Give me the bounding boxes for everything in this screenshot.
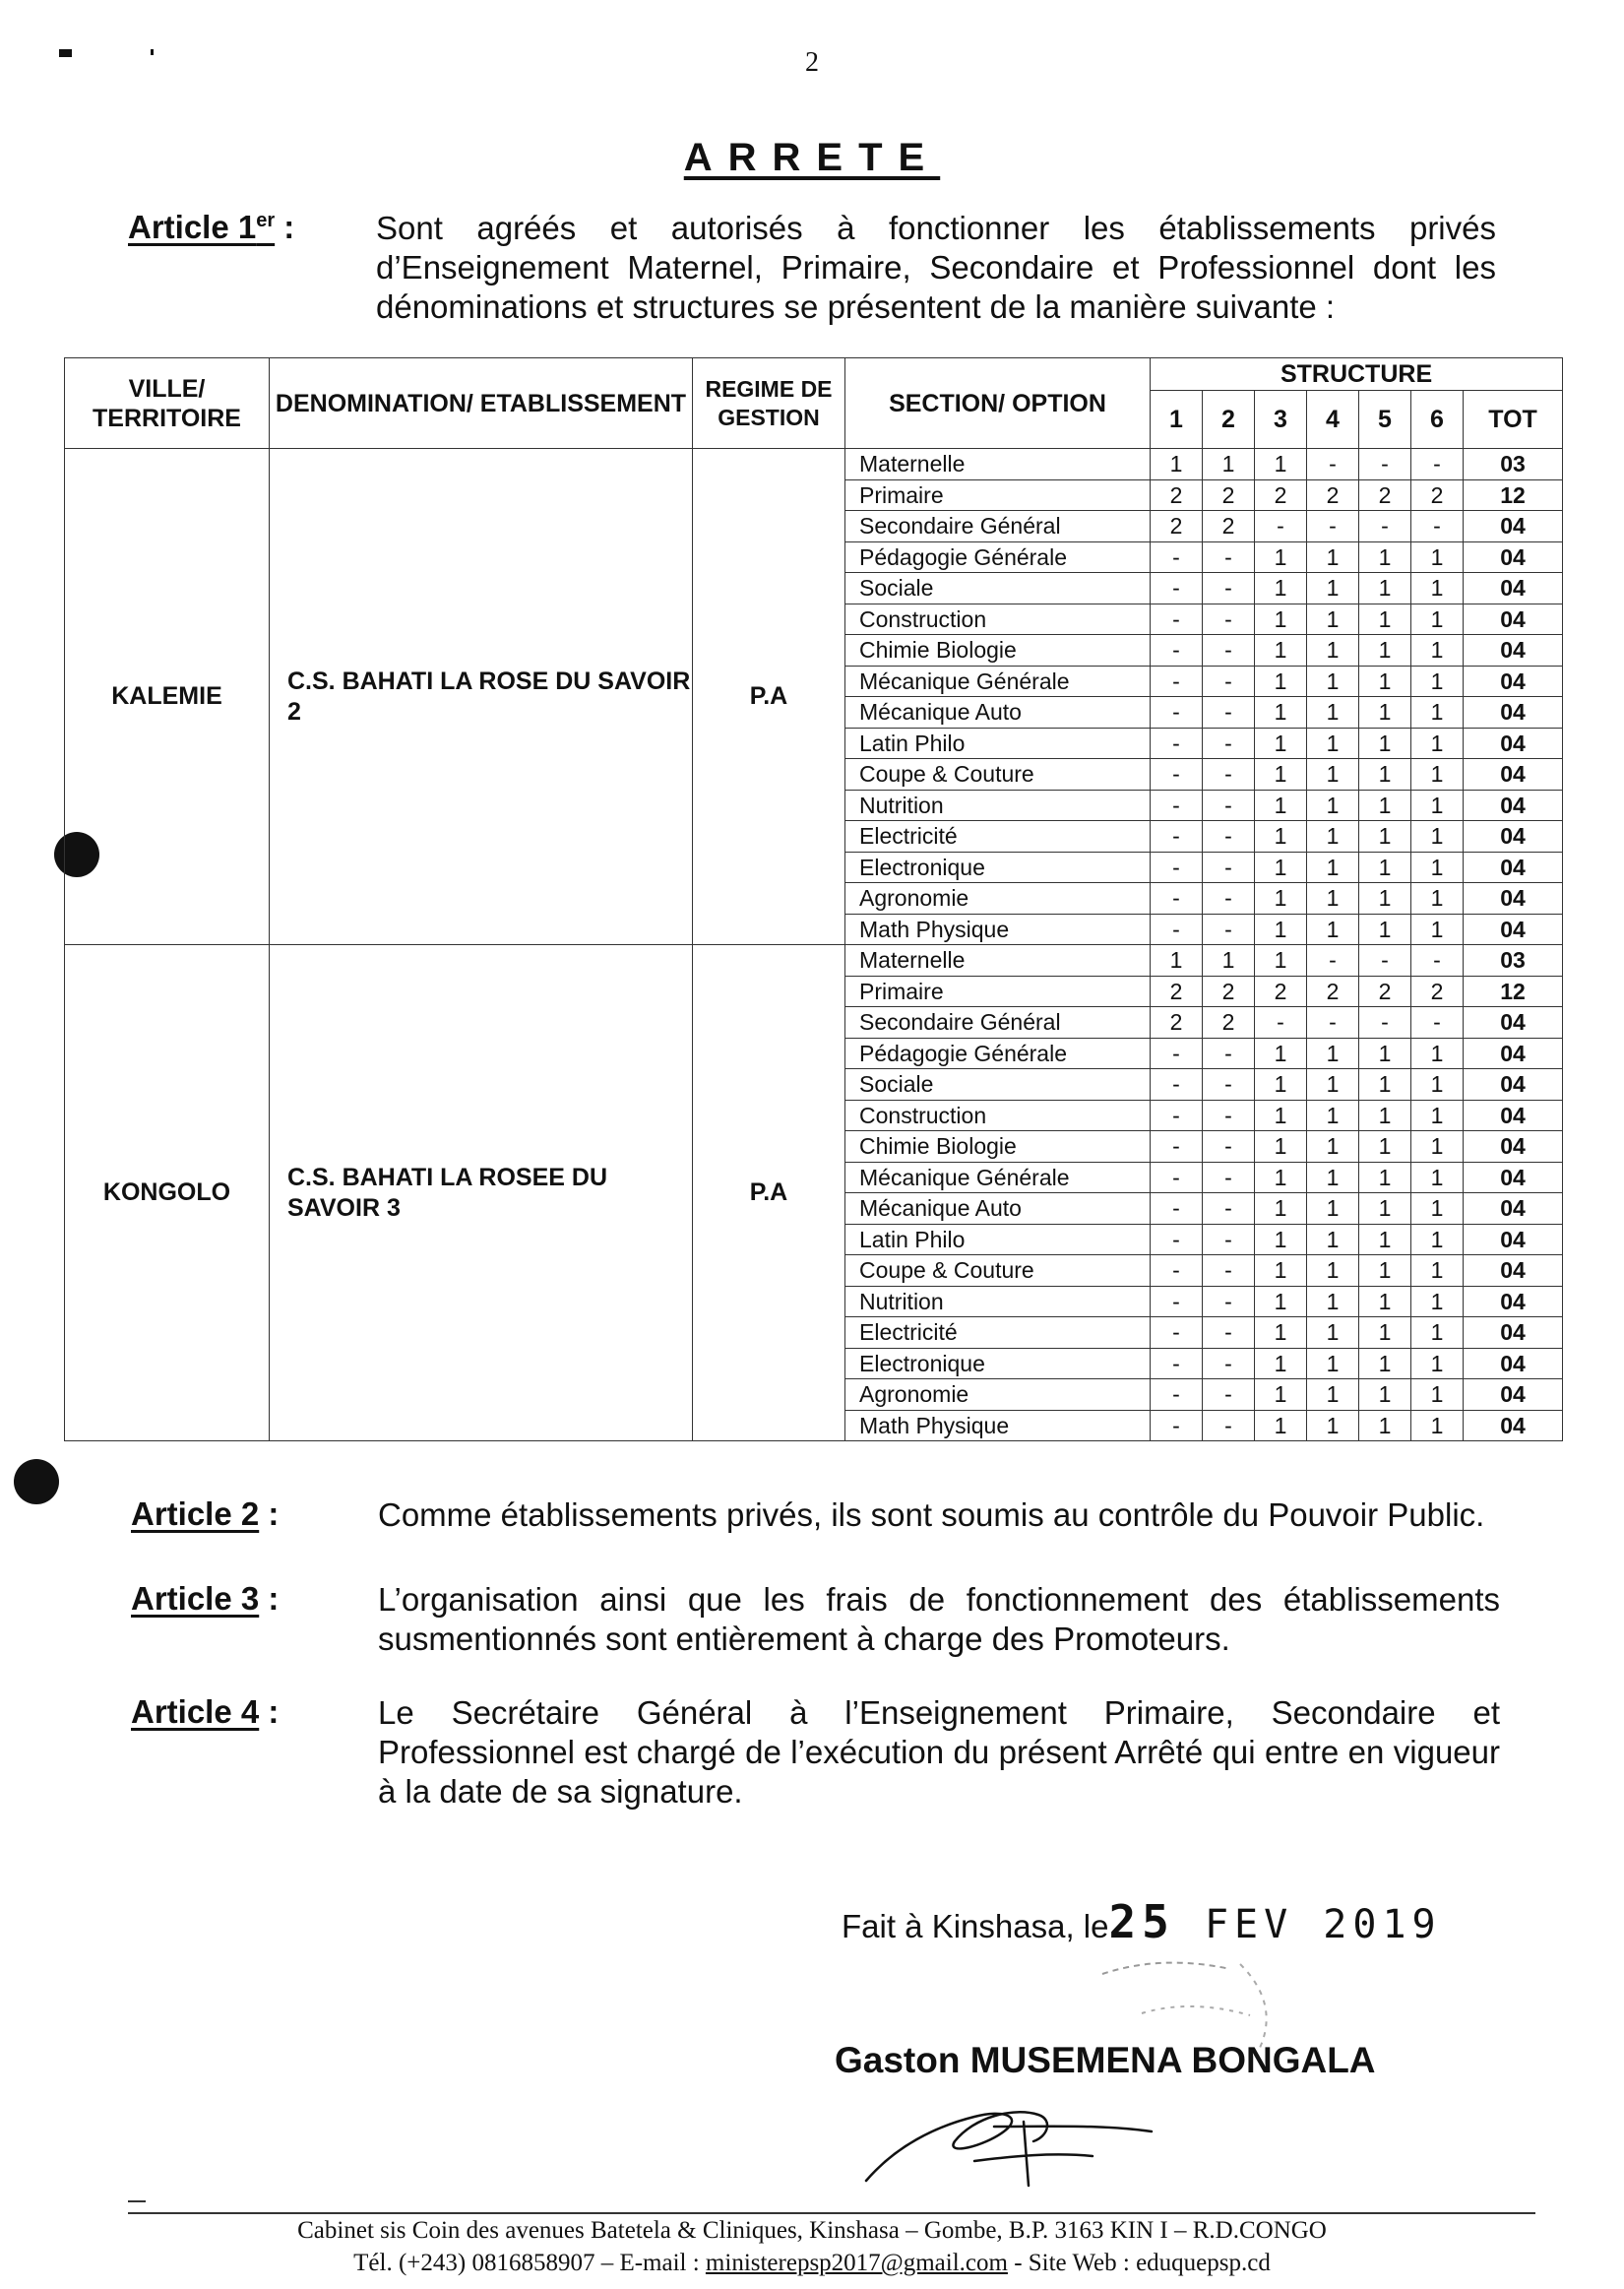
structure-cell: 1 [1359,1038,1411,1069]
structure-cell: - [1203,697,1255,729]
structure-cell: 1 [1255,635,1307,667]
structure-cell: 1 [1359,1286,1411,1317]
structure-cell: - [1203,1410,1255,1441]
total-cell: 03 [1464,449,1563,480]
structure-cell: 2 [1151,976,1203,1007]
section-cell: Latin Philo [845,728,1151,759]
structure-cell: 1 [1255,1193,1307,1225]
total-cell: 04 [1464,541,1563,573]
section-cell: Primaire [845,479,1151,511]
closing-place-date: Fait à Kinshasa, le25 FEV 2019 [842,1895,1442,1948]
structure-cell: 1 [1255,573,1307,604]
section-cell: Coupe & Couture [845,759,1151,791]
structure-cell: 1 [1307,759,1359,791]
structure-cell: 1 [1411,666,1464,697]
structure-cell: - [1203,1131,1255,1163]
structure-cell: 1 [1411,635,1464,667]
structure-cell: - [1255,511,1307,542]
section-cell: Nutrition [845,790,1151,821]
structure-cell: - [1203,1255,1255,1287]
structure-cell: 2 [1151,511,1203,542]
structure-cell: 1 [1411,1100,1464,1131]
structure-cell: - [1255,1007,1307,1039]
section-cell: Electricité [845,821,1151,853]
section-cell: Primaire [845,976,1151,1007]
structure-cell: 1 [1359,1348,1411,1379]
structure-cell: 2 [1203,479,1255,511]
structure-cell: - [1203,728,1255,759]
structure-cell: 1 [1411,914,1464,945]
structure-cell: - [1411,945,1464,977]
structure-cell: 1 [1255,821,1307,853]
structure-cell: 1 [1411,790,1464,821]
structure-cell: 2 [1411,479,1464,511]
structure-cell: 1 [1359,759,1411,791]
structure-cell: 2 [1255,479,1307,511]
section-cell: Sociale [845,1069,1151,1101]
structure-cell: 1 [1255,666,1307,697]
structure-cell: - [1151,604,1203,635]
structure-cell: 1 [1255,728,1307,759]
regime-cell: P.A [693,945,845,1441]
section-cell: Math Physique [845,914,1151,945]
structure-cell: - [1151,635,1203,667]
structure-cell: - [1203,1224,1255,1255]
header-col-6: 6 [1411,391,1464,449]
section-cell: Agronomie [845,1379,1151,1411]
structure-cell: 1 [1411,1255,1464,1287]
structure-cell: 2 [1151,1007,1203,1039]
hole-punch-mark [14,1459,59,1504]
structure-cell: - [1203,852,1255,883]
structure-cell: 2 [1151,479,1203,511]
structure-cell: 1 [1411,1348,1464,1379]
structure-cell: 1 [1255,1100,1307,1131]
total-cell: 03 [1464,945,1563,977]
structure-cell: 1 [1255,945,1307,977]
ville-cell: KONGOLO [65,945,270,1441]
header-col-4: 4 [1307,391,1359,449]
structure-cell: 1 [1307,821,1359,853]
footer-address: Cabinet sis Coin des avenues Batetela & Cliniques, Kinshasa – Gombe, B.P. 3163 KIN I – R.D.CONGO [297,2217,1327,2244]
structure-cell: - [1151,1286,1203,1317]
structure-cell: - [1151,1069,1203,1101]
section-cell: Chimie Biologie [845,635,1151,667]
structure-cell: 1 [1307,1162,1359,1193]
total-cell: 04 [1464,1038,1563,1069]
structure-cell: - [1203,1286,1255,1317]
structure-cell: 1 [1411,573,1464,604]
structure-cell: 1 [1359,573,1411,604]
structure-cell: - [1203,573,1255,604]
footer-rule [128,2212,1535,2214]
structure-cell: 1 [1359,1100,1411,1131]
page-number: 2 [805,47,819,78]
structure-cell: 1 [1411,1410,1464,1441]
structure-cell: - [1203,1069,1255,1101]
structure-cell: 1 [1307,852,1359,883]
header-col-tot: TOT [1464,391,1563,449]
structure-cell: 1 [1203,945,1255,977]
total-cell: 04 [1464,573,1563,604]
structure-cell: - [1411,449,1464,480]
structure-cell: 2 [1411,976,1464,1007]
section-cell: Electronique [845,852,1151,883]
structure-cell: 1 [1307,1379,1359,1411]
section-cell: Electricité [845,1317,1151,1349]
structure-cell: 1 [1411,697,1464,729]
section-cell: Chimie Biologie [845,1131,1151,1163]
section-cell: Latin Philo [845,1224,1151,1255]
structure-cell: 1 [1411,1038,1464,1069]
footer-email-link[interactable]: ministerepsp2017@gmail.com [705,2250,1008,2276]
structure-cell: - [1151,759,1203,791]
ville-cell: KALEMIE [65,449,270,945]
structure-cell: 1 [1359,1379,1411,1411]
article-3-text: L’organisation ainsi que les frais de fonctionnement des établissements susmentionnés sont entièrement à charge des Promoteurs. [378,1581,1500,1657]
section-cell: Pédagogie Générale [845,541,1151,573]
structure-cell: 1 [1307,666,1359,697]
structure-cell: 1 [1411,1069,1464,1101]
structure-cell: - [1151,541,1203,573]
structure-cell: 1 [1255,1410,1307,1441]
structure-cell: - [1151,1193,1203,1225]
structure-cell: 1 [1411,759,1464,791]
header-structure: STRUCTURE [1151,358,1563,391]
structure-cell: 1 [1255,883,1307,915]
article-3-label: Article 3 : [131,1580,280,1617]
structure-cell: - [1203,821,1255,853]
structure-cell: - [1151,573,1203,604]
structure-cell: - [1359,449,1411,480]
structure-cell: 1 [1307,914,1359,945]
structure-cell: 1 [1307,1348,1359,1379]
section-cell: Math Physique [845,1410,1151,1441]
total-cell: 04 [1464,666,1563,697]
structure-cell: - [1151,1224,1203,1255]
header-section: SECTION/ OPTION [845,358,1151,449]
structure-cell: 1 [1151,449,1203,480]
structure-cell: - [1203,790,1255,821]
total-cell: 04 [1464,1317,1563,1349]
structure-cell: 1 [1359,914,1411,945]
structure-cell: 1 [1411,1193,1464,1225]
structure-cell: - [1203,1379,1255,1411]
structure-cell: 1 [1307,697,1359,729]
structure-cell: 1 [1359,1224,1411,1255]
structure-cell: - [1203,1100,1255,1131]
structure-cell: 1 [1359,1162,1411,1193]
structure-cell: - [1359,511,1411,542]
structure-cell: 1 [1255,604,1307,635]
structure-cell: 1 [1411,1131,1464,1163]
total-cell: 04 [1464,1410,1563,1441]
structure-cell: 1 [1255,449,1307,480]
structure-cell: 1 [1359,635,1411,667]
structure-cell: - [1359,1007,1411,1039]
structure-cell: 1 [1307,1224,1359,1255]
total-cell: 04 [1464,1007,1563,1039]
structure-cell: - [1203,541,1255,573]
total-cell: 04 [1464,1193,1563,1225]
total-cell: 04 [1464,635,1563,667]
structure-cell: - [1151,1410,1203,1441]
structure-cell: 1 [1151,945,1203,977]
article-2-label: Article 2 : [131,1495,280,1532]
structure-cell: - [1203,635,1255,667]
section-cell: Maternelle [845,449,1151,480]
article-4-text: Le Secrétaire Général à l’Enseignement Primaire, Secondaire et Professionnel est chargé de l’exécution du présent Arrêté qui entre en vigueur à la date de sa signature. [378,1694,1500,1810]
structure-cell: - [1203,666,1255,697]
structure-cell: 2 [1203,976,1255,1007]
total-cell: 04 [1464,1379,1563,1411]
section-cell: Nutrition [845,1286,1151,1317]
structure-cell: - [1307,511,1359,542]
total-cell: 04 [1464,1348,1563,1379]
footer-contact: Tél. (+243) 0816858907 – E-mail : ministerepsp2017@gmail.com - Site Web : eduquepsp.cd [353,2250,1271,2276]
structure-cell: - [1151,1379,1203,1411]
total-cell: 12 [1464,479,1563,511]
structure-cell: - [1203,1317,1255,1349]
structure-cell: 1 [1255,759,1307,791]
structure-cell: - [1203,1193,1255,1225]
structure-cell: 1 [1255,790,1307,821]
table-row [65,945,1563,977]
structure-cell: 1 [1359,790,1411,821]
section-cell: Mécanique Auto [845,697,1151,729]
section-cell: Coupe & Couture [845,1255,1151,1287]
header-col-3: 3 [1255,391,1307,449]
structure-cell: 1 [1255,1162,1307,1193]
structure-cell: 1 [1359,1193,1411,1225]
structure-cell: 1 [1359,852,1411,883]
structure-cell: 1 [1307,1410,1359,1441]
structure-cell: - [1151,883,1203,915]
section-cell: Electronique [845,1348,1151,1379]
structure-cell: 1 [1411,1162,1464,1193]
structure-cell: - [1203,1162,1255,1193]
structure-cell: 1 [1307,1317,1359,1349]
total-cell: 04 [1464,1255,1563,1287]
structure-cell: - [1151,1038,1203,1069]
structure-cell: 1 [1359,1317,1411,1349]
structure-cell: 1 [1255,1348,1307,1379]
total-cell: 04 [1464,697,1563,729]
structure-cell: - [1151,1255,1203,1287]
structure-cell: 1 [1411,541,1464,573]
total-cell: 04 [1464,759,1563,791]
signatory-name: Gaston MUSEMENA BONGALA [835,2040,1376,2080]
structure-cell: - [1151,728,1203,759]
structure-cell: 1 [1359,883,1411,915]
structure-cell: - [1151,1100,1203,1131]
structure-cell: - [1203,1038,1255,1069]
structure-cell: 2 [1307,479,1359,511]
article-1-text: Sont agréés et autorisés à fonctionner les établissements privés d’Enseignement Maternel, Primaire, Secondaire et Professionnel dont les dénominations et structures se présentent de la manière suivante : [376,210,1496,325]
structure-cell: 1 [1255,1069,1307,1101]
structure-cell: 1 [1411,604,1464,635]
signature [856,2087,1171,2195]
total-cell: 04 [1464,790,1563,821]
structure-cell: 2 [1203,1007,1255,1039]
article-4-label: Article 4 : [131,1693,280,1730]
total-cell: 04 [1464,821,1563,853]
structure-cell: 1 [1307,541,1359,573]
structure-cell: - [1203,1348,1255,1379]
closing-day: 25 [1108,1895,1175,1948]
structure-cell: 1 [1307,728,1359,759]
structure-cell: 1 [1359,697,1411,729]
structure-cell: 2 [1255,976,1307,1007]
section-cell: Mécanique Générale [845,1162,1151,1193]
structure-cell: - [1203,914,1255,945]
total-cell: 04 [1464,1224,1563,1255]
denomination-cell: C.S. BAHATI LA ROSE DU SAVOIR 2 [270,449,693,945]
structure-cell: 1 [1255,1131,1307,1163]
structure-cell: 1 [1255,1038,1307,1069]
structure-cell: 1 [1255,1224,1307,1255]
total-cell: 04 [1464,1286,1563,1317]
article-2-text: Comme établissements privés, ils sont soumis au contrôle du Pouvoir Public. [378,1496,1485,1533]
section-cell: Construction [845,604,1151,635]
structure-cell: 1 [1307,635,1359,667]
structure-cell: - [1359,945,1411,977]
structure-cell: 1 [1255,914,1307,945]
total-cell: 04 [1464,883,1563,915]
total-cell: 04 [1464,1069,1563,1101]
total-cell: 04 [1464,728,1563,759]
section-cell: Agronomie [845,883,1151,915]
structure-cell: - [1307,449,1359,480]
header-col-1: 1 [1151,391,1203,449]
section-cell: Sociale [845,573,1151,604]
structure-cell: 1 [1307,604,1359,635]
structure-cell: 2 [1359,976,1411,1007]
structure-cell: 1 [1255,1286,1307,1317]
structure-cell: - [1203,604,1255,635]
structure-cell: 1 [1307,883,1359,915]
structure-cell: 1 [1307,790,1359,821]
structure-cell: - [1203,883,1255,915]
header-regime: REGIME DE GESTION [693,358,845,449]
structure-cell: 1 [1359,541,1411,573]
structure-cell: - [1151,666,1203,697]
structure-cell: 2 [1203,511,1255,542]
header-col-5: 5 [1359,391,1411,449]
total-cell: 04 [1464,604,1563,635]
structure-cell: 1 [1359,728,1411,759]
structure-cell: 1 [1203,449,1255,480]
section-cell: Pédagogie Générale [845,1038,1151,1069]
section-cell: Construction [845,1100,1151,1131]
total-cell: 04 [1464,914,1563,945]
total-cell: 04 [1464,1162,1563,1193]
header-denomination: DENOMINATION/ ETABLISSEMENT [270,358,693,449]
structure-cell: - [1151,852,1203,883]
structure-cell: 1 [1307,1100,1359,1131]
structure-cell: 1 [1411,1317,1464,1349]
section-cell: Secondaire Général [845,1007,1151,1039]
structure-cell: 1 [1359,821,1411,853]
total-cell: 04 [1464,1131,1563,1163]
total-cell: 04 [1464,852,1563,883]
structure-cell: 1 [1255,1255,1307,1287]
structure-cell: 1 [1411,1286,1464,1317]
structure-cell: 1 [1255,697,1307,729]
structure-cell: 1 [1307,1131,1359,1163]
structure-cell: - [1151,1317,1203,1349]
document-title: ARRETE [683,136,941,179]
structure-cell: 1 [1411,821,1464,853]
structure-cell: 1 [1307,1255,1359,1287]
total-cell: 04 [1464,1100,1563,1131]
structure-cell: 1 [1411,728,1464,759]
structure-cell: - [1151,821,1203,853]
structure-cell: 1 [1255,541,1307,573]
structure-cell: 1 [1359,666,1411,697]
structure-cell: 1 [1359,604,1411,635]
table-row [65,449,1563,480]
structure-cell: 1 [1307,1038,1359,1069]
article-1-label: Article 1er : [128,209,295,245]
footer-dash [128,2200,146,2202]
structure-cell: - [1151,1131,1203,1163]
structure-cell: 1 [1411,1224,1464,1255]
structure-cell: - [1411,1007,1464,1039]
closing-month-year: FEV 2019 [1204,1902,1442,1947]
structure-cell: 1 [1255,1317,1307,1349]
total-cell: 12 [1464,976,1563,1007]
section-cell: Maternelle [845,945,1151,977]
header-ville: VILLE/ TERRITOIRE [65,358,270,449]
structure-cell: 1 [1411,883,1464,915]
structure-cell: - [1151,697,1203,729]
denomination-cell: C.S. BAHATI LA ROSEE DU SAVOIR 3 [270,945,693,1441]
structure-cell: - [1151,1162,1203,1193]
structure-cell: 1 [1359,1255,1411,1287]
section-cell: Mécanique Générale [845,666,1151,697]
structure-cell: 1 [1307,573,1359,604]
structure-cell: 1 [1411,1379,1464,1411]
structure-cell: 1 [1307,1286,1359,1317]
structure-cell: 2 [1359,479,1411,511]
structure-cell: 1 [1307,1193,1359,1225]
structure-cell: - [1307,945,1359,977]
section-cell: Secondaire Général [845,511,1151,542]
structure-cell: - [1151,914,1203,945]
structure-cell: - [1307,1007,1359,1039]
structure-cell: 2 [1307,976,1359,1007]
structure-cell: 1 [1359,1410,1411,1441]
structure-cell: - [1151,1348,1203,1379]
structure-cell: 1 [1359,1069,1411,1101]
structure-cell: 1 [1307,1069,1359,1101]
structure-cell: - [1151,790,1203,821]
header-col-2: 2 [1203,391,1255,449]
structure-cell: 1 [1359,1131,1411,1163]
section-cell: Mécanique Auto [845,1193,1151,1225]
regime-cell: P.A [693,449,845,945]
structure-cell: - [1203,759,1255,791]
structure-table [64,357,1563,1441]
total-cell: 04 [1464,511,1563,542]
structure-cell: 1 [1255,1379,1307,1411]
structure-cell: 1 [1411,852,1464,883]
structure-cell: 1 [1255,852,1307,883]
structure-cell: - [1411,511,1464,542]
